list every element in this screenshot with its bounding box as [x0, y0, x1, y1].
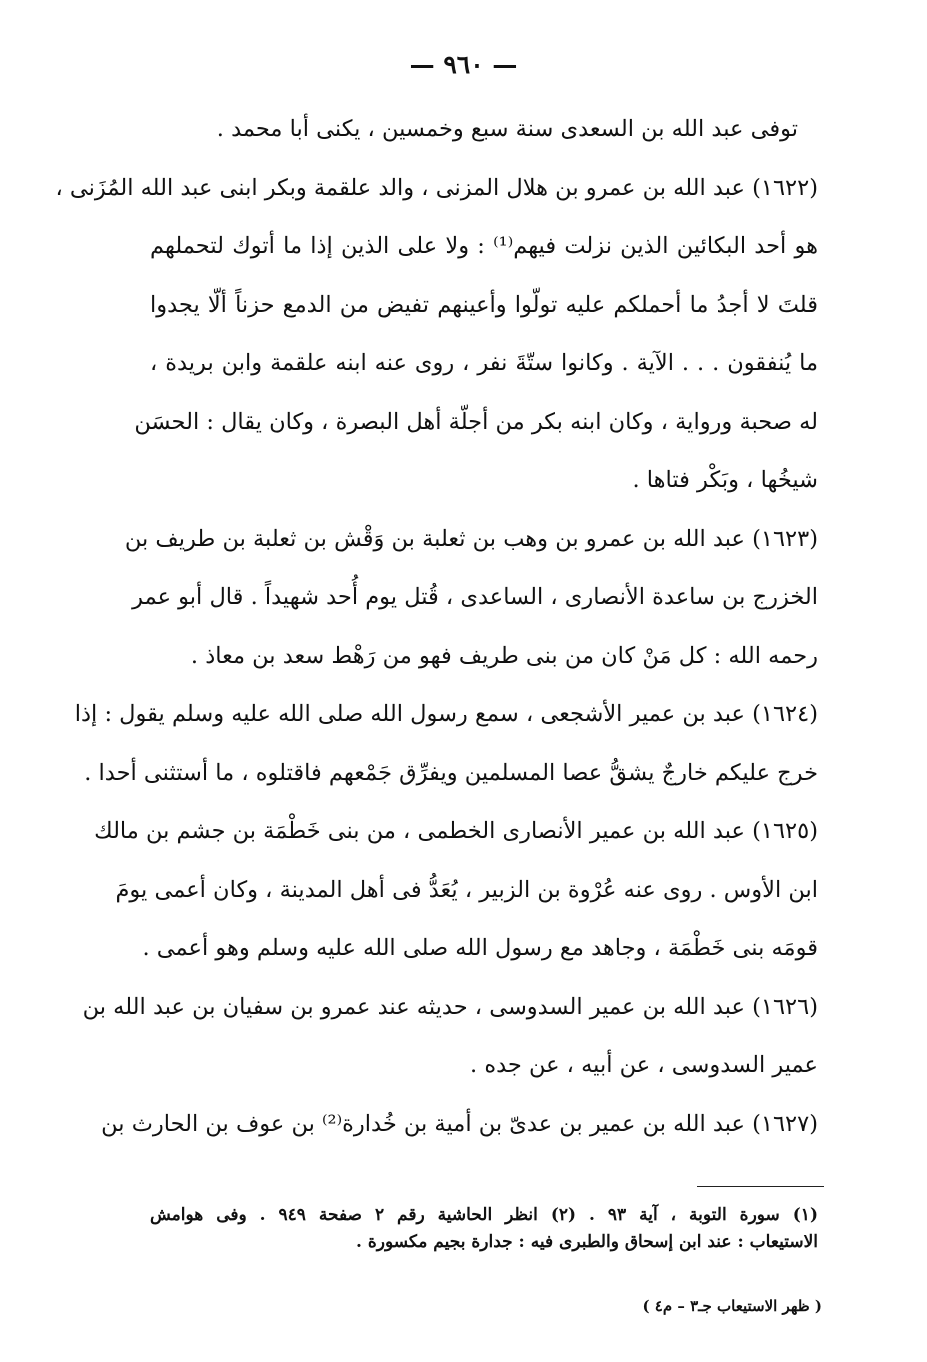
footnote-line: (١) سورة التوبة ، آية ٩٣ . (٢) انظر الحاشية رقم ٢ صفحة ٩٤٩ . وفى هوامش [150, 1205, 818, 1225]
footnote-line: الاستيعاب : عند ابن إسحاق والطبرى فيه : جدارة بجيم مكسورة . [355, 1232, 818, 1252]
entry-1625 [94, 815, 818, 991]
entry-1626 [82, 991, 818, 1108]
text-line: (١٦٢٦) عبد الله بن عمير السدوسى ، حديثه عند عمرو بن سفيان بن عبد الله بن [82, 993, 818, 1020]
footnote-separator [697, 1186, 824, 1187]
text-line: عمير السدوسى ، عن أبيه ، عن جده . [470, 1052, 818, 1078]
footnotes [150, 1202, 818, 1256]
text-line: (١٦٢٢) عبد الله بن عمرو بن هلال المزنى ، والد علقمة وبكر ابنى عبد الله المُزَنى ، [55, 174, 818, 201]
text-line: ابن الأوس . روى عنه عُرْوة بن الزبير ، يُعَدُّ فى أهل المدينة ، وكان أعمى يومَ [115, 876, 818, 903]
paragraph [150, 113, 818, 172]
text-line: (١٦٢٣) عبد الله بن عمرو بن وهب بن ثعلبة بن وَقْش بن ثعلبة بن طريف بن [124, 525, 818, 552]
main-text [55, 113, 818, 1166]
text-line: له صحبة ورواية ، وكان ابنه بكر من أجلّة أهل البصرة ، وكان يقال : الحسَن [134, 408, 818, 435]
text-line: قلتَ لا أجدُ ما أحملكم عليه تولّوا وأعينهم تفيض من الدمع حزناً ألّا يجدوا [150, 291, 818, 318]
entry-1622 [55, 172, 818, 523]
text-line: توفى عبد الله بن السعدى سنة سبع وخمسين ، يكنى أبا محمد . [216, 116, 798, 142]
entry-1623 [124, 523, 818, 699]
text-line: شيخُها ، وبَكْر فتاها . [632, 467, 818, 493]
page-number: — ٩٦٠ — [409, 50, 518, 79]
text-line: الخزرج بن ساعدة الأنصارى ، الساعدى ، قُتل يوم أُحد شهيداً . قال أبو عمر [132, 584, 818, 610]
text-line: (١٦٢٧) عبد الله بن عمير بن عدىّ بن أمية بن خُدارة⁽²⁾ بن عوف بن الحارث بن [101, 1110, 818, 1137]
entry-1627 [101, 1108, 818, 1167]
text-line: (١٦٢٥) عبد الله بن عمير الأنصارى الخطمى ، من بنى خَطْمَة بن جشم بن مالك [94, 818, 818, 844]
text-line: قومَه بنى خَطْمَة ، وجاهد مع رسول الله صلى الله عليه وسلم وهو أعمى . [142, 935, 818, 961]
text-line: هو أحد البكائين الذين نزلت فيهم⁽¹⁾ : ولا على الذين إذا ما أتوك لتحملهم [150, 233, 818, 259]
entry-1624 [74, 698, 818, 815]
text-line: ما يُنفقون . . . الآية . وكانوا ستّةَ نفر ، روى عنه ابنه علقمة وابن بريدة ، [150, 350, 818, 376]
printer-signature-mark: ( ظهر الاستيعاب جـ٣ – م٤ ) [642, 1297, 822, 1315]
text-line: (١٦٢٤) عبد بن عمير الأشجعى ، سمع رسول الله صلى الله عليه وسلم يقول : إذا [74, 701, 818, 727]
text-line: خرج عليكم خارجٌ يشقُّ عصا المسلمين ويفرِّق جَمْعهم فاقتلوه ، ما أستثنى أحدا . [84, 759, 818, 786]
text-line: رحمه الله : كل مَنْ كان من بنى طريف فهو من رَهْط سعد بن معاذ . [190, 642, 818, 669]
